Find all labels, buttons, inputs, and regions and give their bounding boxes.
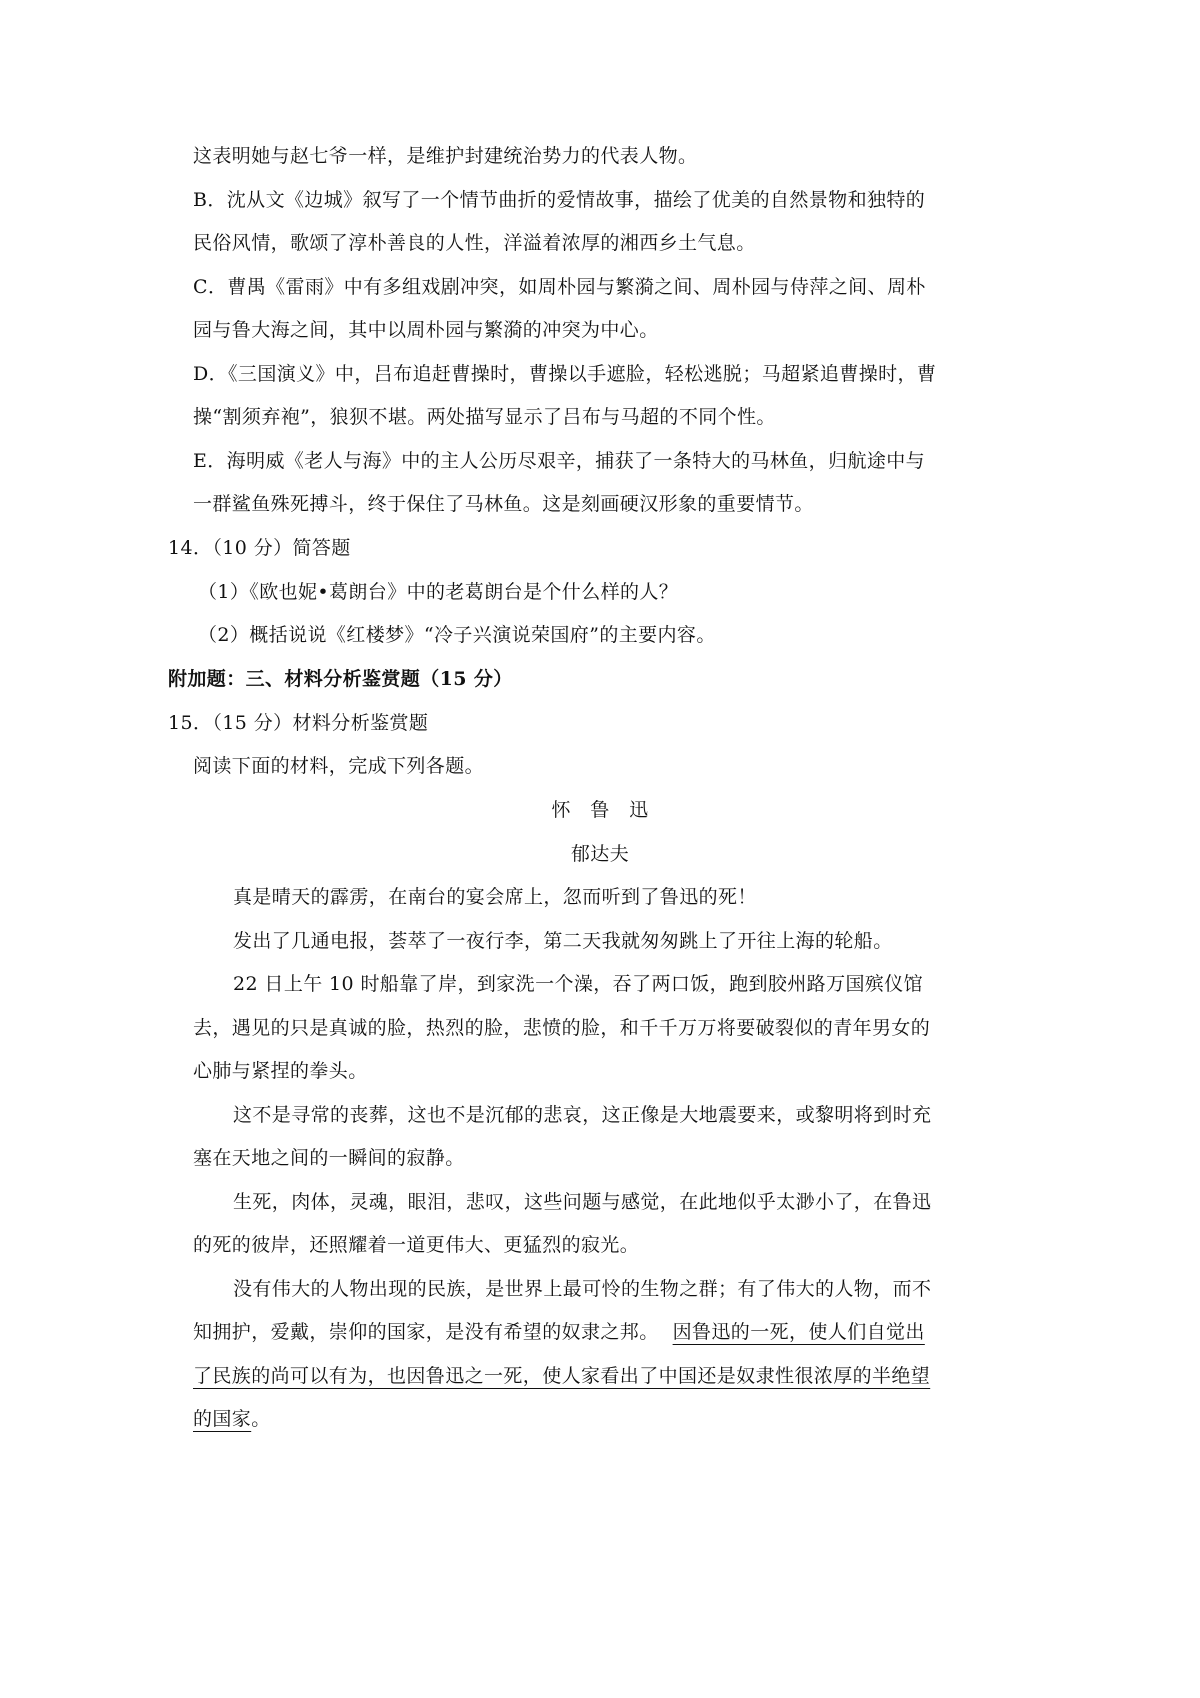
option-a-tail: 这表明她与赵七爷一样，是维护封建统治势力的代表人物。	[193, 145, 698, 167]
passage-title: 怀 鲁 迅	[551, 799, 649, 821]
option-c-line-2: 园与鲁大海之间，其中以周朴园与繁漪的冲突为中心。	[193, 319, 659, 341]
passage-plain-text: 知拥护，爱戴，崇仰的国家，是没有希望的奴隶之邦。	[193, 1321, 659, 1343]
underlined-sentence-part-1: 因鲁迅的一死，使人们自觉出	[672, 1321, 925, 1343]
passage-paragraph-4-line-1: 这不是寻常的丧葬，这也不是沉郁的悲哀，这正像是大地震要来，或黎明将到时充	[233, 1104, 932, 1126]
underlined-sentence-part-3: 的国家	[193, 1408, 252, 1430]
passage-author: 郁达夫	[570, 843, 630, 865]
passage-paragraph-3-line-2: 去，遇见的只是真诚的脸，热烈的脸，悲愤的脸，和千千万万将要破裂似的青年男女的	[193, 1017, 931, 1039]
question-14-sub-1: （1）《欧也妮•葛朗台》中的老葛朗台是个什么样的人？	[198, 581, 679, 603]
question-14-header: 14．（10 分）简答题	[168, 537, 351, 559]
passage-paragraph-6-line-2	[193, 1320, 925, 1344]
question-15-header: 15．（15 分）材料分析鉴赏题	[168, 712, 429, 734]
option-d-line-2: 操“割须弃袍”，狼狈不堪。两处描写显示了吕布与马超的不同个性。	[193, 406, 776, 428]
passage-paragraph-6-line-1: 没有伟大的人物出现的民族，是世界上最可怜的生物之群；有了伟大的人物，而不	[233, 1278, 932, 1300]
option-b-line-2: 民俗风情，歌颂了淳朴善良的人性，洋溢着浓厚的湘西乡土气息。	[193, 232, 756, 254]
section-heading: 附加题：三、材料分析鉴赏题（15 分）	[168, 668, 513, 690]
passage-paragraph-3-line-1: 22 日上午 10 时船靠了岸，到家洗一个澡，吞了两口饭，跑到胶州路万国殡仪馆	[233, 973, 924, 995]
underlined-sentence-part-2: 了民族的尚可以有为，也因鲁迅之一死，使人家看出了中国还是奴隶性很浓厚的半绝望	[193, 1365, 931, 1387]
passage-paragraph-2: 发出了几通电报，荟萃了一夜行李，第二天我就匆匆跳上了开往上海的轮船。	[233, 930, 893, 952]
passage-paragraph-3-line-3: 心肺与紧捏的拳头。	[193, 1060, 368, 1082]
option-e-line-2: 一群鲨鱼殊死搏斗，终于保住了马林鱼。这是刻画硬汉形象的重要情节。	[193, 493, 814, 515]
sentence-end-punctuation: 。	[251, 1408, 271, 1430]
passage-paragraph-5-line-2: 的死的彼岸，还照耀着一道更伟大、更猛烈的寂光。	[193, 1234, 640, 1256]
passage-paragraph-6-line-3	[193, 1364, 930, 1388]
option-b-line-1: B．沈从文《边城》叙写了一个情节曲折的爱情故事，描绘了优美的自然景物和独特的	[193, 189, 926, 211]
option-c-line-1: C．曹禺《雷雨》中有多组戏剧冲突，如周朴园与繁漪之间、周朴园与侍萍之间、周朴	[193, 276, 926, 298]
passage-paragraph-5-line-1: 生死，肉体，灵魂，眼泪，悲叹，这些问题与感觉，在此地似乎太渺小了，在鲁迅	[233, 1191, 932, 1213]
passage-paragraph-6-line-4	[193, 1407, 271, 1431]
question-14-sub-2: （2）概括说说《红楼梦》“冷子兴演说荣国府”的主要内容。	[198, 624, 716, 646]
question-15-instruction: 阅读下面的材料，完成下列各题。	[193, 755, 485, 777]
option-e-line-1: E．海明威《老人与海》中的主人公历尽艰辛，捕获了一条特大的马林鱼，归航途中与	[193, 450, 926, 472]
option-d-line-1: D．《三国演义》中，吕布追赶曹操时，曹操以手遮脸，轻松逃脱；马超紧追曹操时，曹	[193, 363, 937, 385]
passage-paragraph-4-line-2: 塞在天地之间的一瞬间的寂静。	[193, 1147, 465, 1169]
passage-paragraph-1: 真是晴天的霹雳，在南台的宴会席上，忽而听到了鲁迅的死！	[233, 886, 757, 908]
